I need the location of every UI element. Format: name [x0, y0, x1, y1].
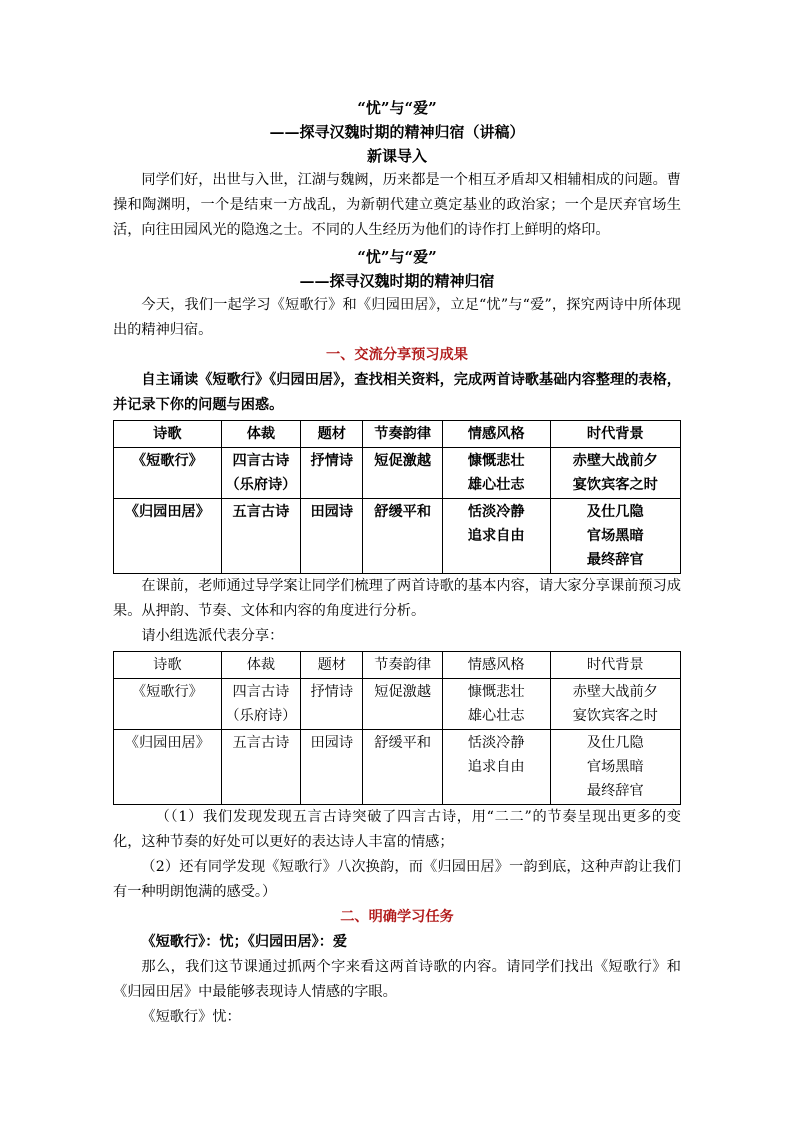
- header-cell: 体裁: [221, 421, 300, 448]
- finding-paragraph-2: （2）还有同学发现《短歌行》八次换韵，而《归园田居》一韵到底，这种声韵让我们有一种明朗饱满的感受。）: [113, 859, 681, 900]
- cell-line: 雄心壮志: [467, 708, 525, 724]
- table-cell: 《归园田居》: [114, 499, 222, 574]
- table-cell: 田园诗: [301, 730, 363, 805]
- header-cell: 情感风格: [442, 421, 550, 448]
- table-cell: 舒缓平和: [363, 730, 442, 805]
- header-cell: 诗歌: [114, 652, 222, 679]
- key-words-line: 《短歌行》：忧；《归园田居》：爱: [141, 934, 348, 950]
- table-cell: [550, 448, 680, 499]
- table-header-row: [114, 421, 681, 448]
- table-cell: 田园诗: [301, 499, 363, 574]
- cell-line: （乐府诗）: [225, 477, 297, 493]
- table-cell: [442, 730, 550, 805]
- table-cell: [550, 679, 680, 730]
- cell-line: 官场黑暗: [586, 528, 644, 544]
- table-cell: [550, 499, 680, 574]
- summary-table-1: [113, 420, 681, 574]
- cell-line: 及仕几隐: [586, 504, 644, 520]
- subtitle-repeat: ——探寻汉魏时期的精神归宿: [299, 272, 495, 290]
- table-cell: 舒缓平和: [363, 499, 442, 574]
- table-cell: 《归园田居》: [114, 730, 222, 805]
- cell-line: 四言古诗: [232, 684, 290, 700]
- table-cell: [221, 448, 300, 499]
- header-cell: 情感风格: [442, 652, 550, 679]
- cell-line: 慷慨悲壮: [467, 453, 525, 469]
- cell-line: 追求自由: [467, 528, 525, 544]
- table-cell: [442, 448, 550, 499]
- table-cell: 短促激越: [363, 448, 442, 499]
- header-cell: 题材: [301, 652, 363, 679]
- header-cell: 时代背景: [550, 652, 680, 679]
- method-paragraph: 那么，我们这节课通过抓两个字来看这两首诗歌的内容。请同学们找出《短歌行》和《归园田居》中最能够表现诗人情感的字眼。: [113, 959, 681, 1000]
- cell-line: 最终辞官: [586, 783, 644, 799]
- table-cell: 五言古诗: [221, 730, 300, 805]
- header-cell: 诗歌: [114, 421, 222, 448]
- table-header-row: [114, 652, 681, 679]
- table-cell: [442, 499, 550, 574]
- cell-line: 赤壁大战前夕: [572, 453, 658, 469]
- cell-line: 四言古诗: [232, 453, 290, 469]
- subtitle: ——探寻汉魏时期的精神归宿（讲稿）: [269, 123, 525, 141]
- task-paragraph: 自主诵读《短歌行》《归园田居》，查找相关资料，完成两首诗歌基础内容整理的表格，并记录下你的问题与困惑。: [113, 372, 681, 413]
- table-row: [114, 679, 681, 730]
- cell-line: （乐府诗）: [225, 708, 297, 724]
- cell-line: 宴饮宾客之时: [572, 708, 658, 724]
- title-repeat: “忧”与“爱”: [357, 248, 437, 266]
- header-cell: 时代背景: [550, 421, 680, 448]
- cell-line: 赤壁大战前夕: [572, 684, 658, 700]
- table-cell: [550, 730, 680, 805]
- cell-line: 慷慨悲壮: [467, 684, 525, 700]
- section-heading-1: 一、交流分享预习成果: [326, 347, 468, 363]
- table-cell: [221, 679, 300, 730]
- header-cell: 节奏韵律: [363, 652, 442, 679]
- cell-line: 雄心壮志: [467, 477, 525, 493]
- worry-line: 《短歌行》忧：: [141, 1009, 241, 1025]
- intro-paragraph: 同学们好，出世与入世，江湖与魏阙，历来都是一个相互矛盾却又相辅相成的问题。曹操和陶渊明，一个是结束一方战乱，为新朝代建立奠定基业的政治家；一个是厌弃官场生活，向往田园风光的隐逸之士。不同的人生经历为他们的诗作打上鲜明的烙印。: [113, 172, 681, 238]
- table-cell: 抒情诗: [301, 448, 363, 499]
- table-cell: 抒情诗: [301, 679, 363, 730]
- table-cell: 短促激越: [363, 679, 442, 730]
- cell-line: 及仕几隐: [586, 735, 644, 751]
- cell-line: 最终辞官: [586, 552, 644, 568]
- table-row: [114, 448, 681, 499]
- table-cell: [442, 679, 550, 730]
- cell-line: 宴饮宾客之时: [572, 477, 658, 493]
- table-row: [114, 499, 681, 574]
- table-cell: 《短歌行》: [114, 679, 222, 730]
- summary-table-2: [113, 651, 681, 805]
- cell-line: 恬淡冷静: [467, 504, 525, 520]
- header-cell: 体裁: [221, 652, 300, 679]
- main-title: “忧”与“爱”: [357, 99, 437, 117]
- header-cell: 题材: [301, 421, 363, 448]
- cell-line: 追求自由: [467, 759, 525, 775]
- section-heading-2: 二、明确学习任务: [340, 909, 454, 925]
- preview-paragraph: 在课前，老师通过导学案让同学们梳理了两首诗歌的基本内容，请大家分享课前预习成果。从押韵、节奏、文体和内容的角度进行分析。: [113, 578, 681, 619]
- document-content: [113, 96, 681, 1030]
- table-cell: 五言古诗: [221, 499, 300, 574]
- today-paragraph: 今天，我们一起学习《短歌行》和《归园田居》，立足“忧”与“爱”，探究两诗中所体现出的精神归宿。: [113, 297, 681, 338]
- intro-heading: 新课导入: [366, 147, 427, 165]
- share-prompt: 请小组选派代表分享：: [141, 628, 284, 644]
- table-cell: 《短歌行》: [114, 448, 222, 499]
- cell-line: 恬淡冷静: [467, 735, 525, 751]
- cell-line: 官场黑暗: [586, 759, 644, 775]
- header-cell: 节奏韵律: [363, 421, 442, 448]
- table-row: [114, 730, 681, 805]
- finding-paragraph-1: （（1）我们发现发现五言古诗突破了四言古诗，用“二二”的节奏呈现出更多的变化，这种节奏的好处可以更好的表达诗人丰富的情感；: [113, 809, 681, 850]
